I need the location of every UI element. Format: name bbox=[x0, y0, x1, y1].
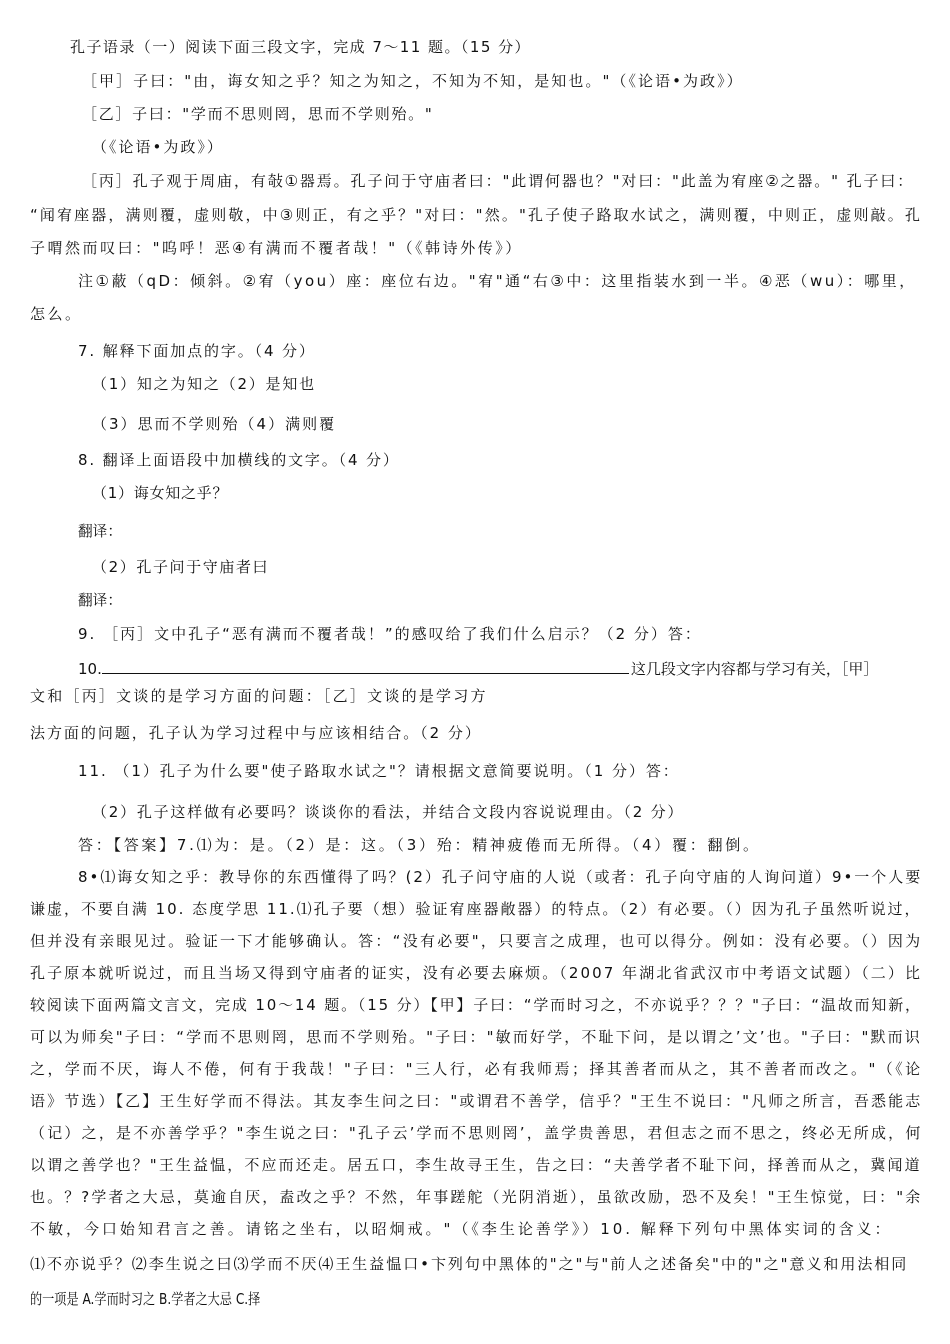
doc-line: 语》节选）【乙】王生好学而不得法。其友李生问之曰："或谓君不善学，信乎？"王生不说曰："凡师之所言，吾悉能志 bbox=[30, 1092, 923, 1110]
answer-blank[interactable] bbox=[102, 657, 629, 674]
question-11: 11. （1）孔子为什么要"使子路取水试之"？请根据文意简要说明。（1 分）答： bbox=[78, 762, 680, 780]
question-8: 8. 翻译上面语段中加横线的文字。（4 分） bbox=[78, 451, 400, 469]
doc-line: “闻宥座器，满则覆，虚则敬，中③则正，有之乎？"对曰："然。"孔子使子路取水试之，满则覆，中则正，虚则敲。孔 bbox=[30, 206, 923, 224]
doc-line: （记）之，是不亦善学乎？"李生说之曰："孔子云’学而不思则罔’，盖学贵善思，君但志之而不思之，终必无所成，何 bbox=[30, 1124, 923, 1142]
doc-line: 以谓之善学也？"王生益愠，不应而还走。居五口，李生故寻王生，告之曰：“夫善学者不耻下问，择善而从之，冀闻道 bbox=[30, 1156, 922, 1174]
doc-line: （2）孔子问于守庙者曰 bbox=[92, 558, 270, 576]
doc-line: 翻译： bbox=[78, 591, 123, 609]
doc-line: 之，学而不厌，诲人不倦，何有于我哉！"子曰："三人行，必有我师焉；择其善者而从之，其不善者而改之。"（《论 bbox=[30, 1060, 923, 1078]
doc-line: 可以为师矣"子曰：“学而不思则罔，思而不学则殆。"子曰："敏而好学，不耻下问，是以谓之’文’也。"子曰："默而识 bbox=[30, 1028, 922, 1046]
doc-line: 孔子原本就听说过，而且当场又得到守庙者的证实，没有必要去麻烦。（2007 年湖北省武汉市中考语文试题）（二）比 bbox=[30, 964, 923, 982]
doc-line: ［甲］子曰："由，诲女知之乎？知之为知之，不知为不知，是知也。"（《论语•为政》） bbox=[82, 72, 744, 90]
doc-line: 不敏，今口始知君言之善。请铭之坐右，以昭炯戒。"（《李生论善学》）10. 解释下列句中黑体实词的含义： bbox=[30, 1220, 893, 1238]
doc-line: （3）思而不学则殆（4）满则覆 bbox=[92, 415, 337, 433]
doc-line: 较阅读下面两篇文言文，完成 10～14 题。（15 分）【甲】子曰：“学而时习之，不亦说乎？？？"子曰：“温故而知新， bbox=[30, 996, 922, 1014]
answer-section: 答：【答案】7.⑴为：是。（2）是：这。（3）殆：精神疲倦而无所得。（4）覆：翻倒。 bbox=[78, 836, 761, 854]
doc-line: ［乙］子曰："学而不思则罔，思而不学则殆。" bbox=[82, 105, 434, 123]
doc-line: 的一项是 A.学而时习之 B.学者之大忌 C.择 bbox=[30, 1290, 261, 1308]
doc-line: 但并没有亲眼见过。验证一下才能够确认。答：“没有必要"，只要言之成理，也可以得分。例如：没有必要。（）因为 bbox=[30, 932, 923, 950]
doc-line: 怎么。 bbox=[30, 305, 83, 323]
doc-line: 也。？?学者之大忌，莫逾自厌，盍改之乎？不然，年事蹉舵（光阴消逝），虽欲改励，恐不及矣！"王生惊觉，曰："余 bbox=[30, 1188, 923, 1206]
question-10-number: 10. bbox=[78, 660, 102, 678]
doc-line: ［丙］孔子观于周庙，有敧①器焉。孔子问于守庙者曰："此谓何器也？"对曰："此盖为宥座②之器。" 孔子曰： bbox=[82, 172, 915, 190]
question-10-text: 这几段文字内容都与学习有关，［甲］ bbox=[630, 660, 879, 678]
doc-line: 注①蔽（qD：倾斜。②宥（you）座：座位右边。"宥"通“右③中：这里指装水到一半。④恶（wu）：哪里， bbox=[78, 272, 917, 290]
doc-line: （1）知之为知之（2）是知也 bbox=[92, 375, 316, 393]
doc-line: 谦虚，不要自满 10. 态度学思 11.⑴孔子要（想）验证宥座器敞器）的特点。（2）有必要。（）因为孔子虽然听说过， bbox=[30, 900, 922, 918]
question-9: 9. ［丙］文中孔子“恶有满而不覆者哉！”的感叹给了我们什么启示？（2 分）答： bbox=[78, 625, 702, 643]
doc-line: ⑴不亦说乎？⑵李生说之曰⑶学而不厌⑷王生益愠口•卞列句中黑体的"之"与"前人之述备矣"中的"之"意义和用法相同 bbox=[30, 1255, 909, 1273]
doc-line: 文和［丙］文谈的是学习方面的问题：［乙］文谈的是学习方 bbox=[30, 687, 488, 705]
doc-line: 法方面的问题，孔子认为学习过程中与应该相结合。（2 分） bbox=[30, 724, 482, 742]
doc-line: （2）孔子这样做有必要吗？谈谈你的看法，并结合文段内容说说理由。（2 分） bbox=[92, 803, 685, 821]
doc-line: 8•⑴诲女知之乎：教导你的东西懂得了吗？(2）孔子问守庙的人说（或者：孔子向守庙的人询问道）9•一个人要 bbox=[78, 868, 923, 886]
question-10 bbox=[78, 657, 878, 677]
doc-line: 子喟然而叹曰："呜呼！恶④有满而不覆者哉！"（《韩诗外传》） bbox=[30, 239, 523, 257]
question-7: 7. 解释下面加点的字。（4 分） bbox=[78, 342, 316, 360]
doc-line: （《论语•为政》） bbox=[92, 138, 224, 156]
doc-line: （1）诲女知之乎？ bbox=[92, 484, 229, 502]
doc-line: 翻译： bbox=[78, 522, 123, 540]
doc-line: 孔子语录（一）阅读下面三段文字，完成 7～11 题。（15 分） bbox=[70, 38, 531, 56]
